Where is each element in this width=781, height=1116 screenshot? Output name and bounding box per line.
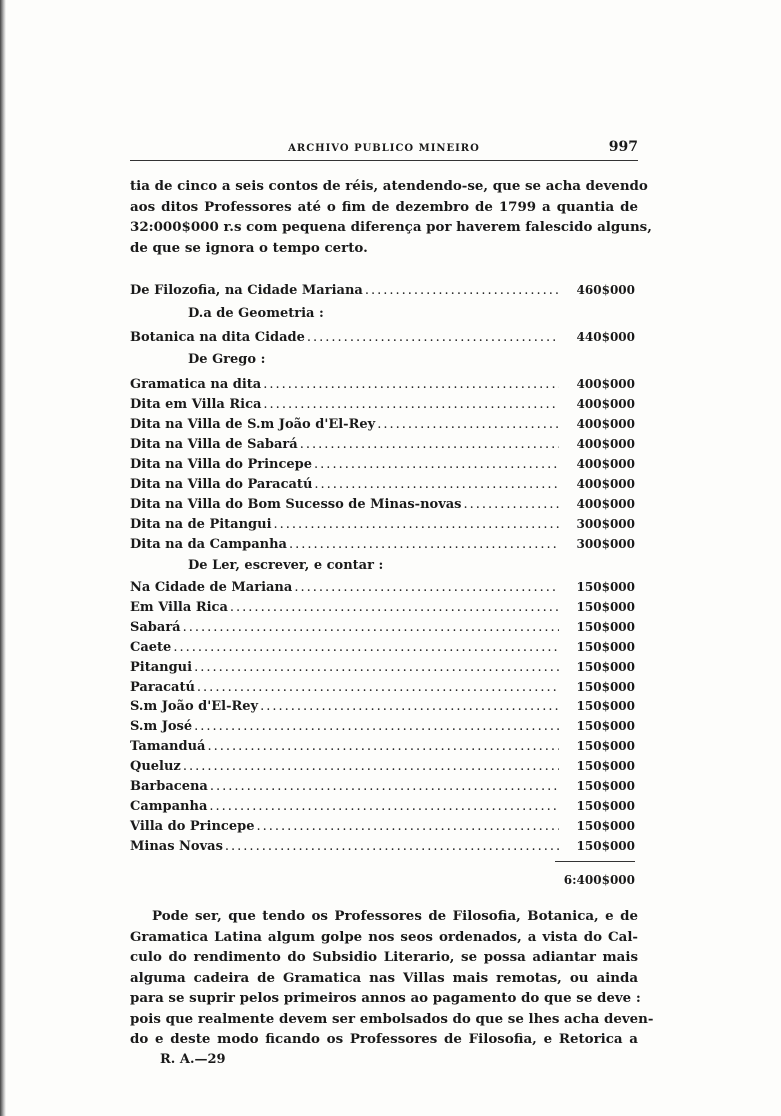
page-number: 997: [608, 139, 638, 155]
row-value: 400$000: [576, 497, 635, 511]
text-line: para se suprir pelos primeiros annos ao pagamento do que se deve :: [130, 990, 641, 1006]
table-row: [130, 739, 635, 759]
table-row: [130, 497, 635, 517]
row-label: Paracatú: [130, 679, 195, 695]
dot-leader: [314, 477, 559, 492]
text-line: do e deste modo ficando os Professores de Filosofia, e Retorica a: [130, 1031, 638, 1047]
row-label: De Filozofia, na Cidade Mariana: [130, 283, 363, 298]
dot-leader: [194, 719, 559, 734]
dot-leader: [300, 437, 559, 452]
running-header: [130, 139, 638, 159]
dot-leader: [183, 620, 559, 635]
row-value: 150$000: [576, 679, 635, 694]
text-line: pois que realmente devem ser embolsados do que se lhes acha deven-: [130, 1010, 654, 1027]
table-row: [130, 600, 635, 620]
row-value: 400$000: [576, 397, 635, 411]
table-row: [130, 819, 635, 839]
row-label: Dita na Villa do Princepe: [130, 457, 313, 472]
dot-leader: [377, 417, 559, 432]
row-label: Em Villa Rica: [130, 599, 228, 615]
dot-leader: [294, 580, 559, 595]
dot-leader: [209, 799, 559, 814]
text-line: 32:000$000 r.s com pequena diferença por haverem falescido alguns,: [130, 219, 652, 235]
text-line: Gramatica Latina algum golpe nos seos ordenados, a vista do Cal-: [130, 928, 638, 945]
row-value: 150$000: [576, 739, 635, 754]
row-value: 150$000: [576, 599, 635, 614]
text-line: de que se ignora o tempo certo.: [130, 239, 368, 256]
table-row: [130, 330, 635, 350]
table-row: [130, 640, 635, 660]
header-title: ARCHIVO PUBLICO MINEIRO: [288, 143, 480, 154]
table-row: [130, 377, 635, 397]
row-label: Sabará: [130, 619, 181, 635]
row-label: Barbacena: [130, 779, 208, 794]
text-line: alguma cadeira de Gramatica nas Villas mais remotas, ou ainda: [130, 969, 638, 986]
dot-leader: [263, 377, 559, 392]
dot-leader: [194, 660, 559, 675]
row-value: 150$000: [576, 639, 635, 654]
table-row: [130, 397, 635, 417]
section-heading: De Ler, escrever, e contar :: [188, 558, 384, 573]
dot-leader: [230, 600, 559, 615]
row-value: 300$000: [576, 517, 635, 531]
row-value: 150$000: [576, 838, 635, 853]
section-heading: D.a de Geometria :: [188, 306, 324, 321]
row-label: Dita em Villa Rica: [130, 397, 262, 412]
row-value: 150$000: [576, 580, 635, 594]
row-label: Campanha: [130, 798, 208, 814]
total-value: 6:400$000: [563, 873, 635, 887]
row-value: 400$000: [576, 457, 635, 471]
intro-paragraph: [130, 176, 652, 258]
row-value: 400$000: [576, 377, 635, 391]
row-label: Dita na Villa do Paracatú: [130, 477, 313, 492]
table-row: [130, 699, 635, 719]
table-row: [130, 839, 635, 859]
table-row: [130, 477, 635, 497]
row-label: Botanica na dita Cidade: [130, 330, 305, 345]
row-label: Caete: [130, 639, 172, 655]
row-value: 440$000: [576, 330, 635, 344]
text-line: tia de cinco a seis contos de réis, atendendo-se, que se acha devendo: [130, 178, 648, 194]
table-row: [130, 457, 635, 477]
row-value: 150$000: [576, 659, 635, 674]
signature-mark: R. A.—29: [160, 1052, 226, 1067]
dot-leader: [314, 457, 559, 472]
dot-leader: [260, 699, 559, 714]
text-line: Pode ser, que tendo os Professores de Filosofia, Botanica, e de: [152, 908, 638, 924]
row-value: 150$000: [576, 818, 635, 833]
row-label: Dita na de Pitangui: [130, 517, 272, 532]
row-value: 400$000: [576, 417, 635, 431]
header-rule: [130, 160, 638, 161]
dot-leader: [207, 739, 559, 754]
row-label: Dita na Villa do Bom Sucesso de Minas-novas: [130, 497, 462, 512]
dot-leader: [210, 779, 559, 794]
row-label: Villa do Princepe: [130, 818, 255, 834]
row-value: 150$000: [576, 779, 635, 793]
row-label: Dita na Villa de Sabará: [130, 437, 298, 452]
row-value: 150$000: [576, 759, 635, 774]
table-row: [130, 537, 635, 557]
dot-leader: [464, 497, 560, 512]
total-rule: [555, 861, 635, 862]
dot-leader: [225, 839, 559, 854]
row-label: S.m João d'El-Rey: [130, 699, 259, 715]
row-label: Dita na da Campanha: [130, 537, 287, 552]
page-edge-shadow: [0, 0, 6, 1116]
table-row: [130, 759, 635, 779]
row-value: 300$000: [576, 537, 635, 551]
row-value: 400$000: [576, 477, 635, 491]
row-value: 150$000: [576, 719, 635, 734]
row-label: Minas Novas: [130, 838, 223, 854]
row-value: 400$000: [576, 437, 635, 451]
text-line: aos ditos Professores até o fim de dezembro de 1799 a quantia de: [130, 198, 638, 215]
row-value: 150$000: [576, 699, 635, 714]
dot-leader: [307, 330, 559, 345]
closing-paragraph: [130, 906, 654, 1050]
row-label: Tamanduá: [130, 739, 206, 755]
dot-leader: [263, 397, 559, 412]
row-label: Dita na Villa de S.m João d'El-Rey: [130, 417, 376, 432]
dot-leader: [197, 680, 559, 695]
dot-leader: [183, 759, 559, 774]
row-value: 150$000: [576, 619, 635, 634]
row-label: Pitangui: [130, 659, 193, 675]
table-row: [130, 680, 635, 700]
table-row: [130, 580, 635, 600]
table-row: [130, 719, 635, 739]
dot-leader: [365, 283, 559, 298]
row-label: Gramatica na dita: [130, 377, 262, 392]
table-row: [130, 417, 635, 437]
table-row: [130, 660, 635, 680]
dot-leader: [256, 819, 559, 834]
dot-leader: [173, 640, 559, 655]
row-label: S.m José: [130, 719, 193, 735]
dot-leader: [289, 537, 559, 552]
section-heading: De Grego :: [188, 352, 266, 367]
table-row: [130, 620, 635, 640]
table-row: [130, 437, 635, 457]
dot-leader: [274, 517, 559, 532]
table-row: [130, 283, 635, 303]
row-label: Queluz: [130, 759, 181, 775]
table-row: [130, 517, 635, 537]
row-label: Na Cidade de Mariana: [130, 580, 293, 595]
table-row: [130, 799, 635, 819]
row-value: 460$000: [576, 283, 635, 297]
row-value: 150$000: [576, 798, 635, 813]
text-line: culo do rendimento do Subsidio Literario, se possa adiantar mais: [130, 949, 638, 965]
table-row: [130, 779, 635, 799]
